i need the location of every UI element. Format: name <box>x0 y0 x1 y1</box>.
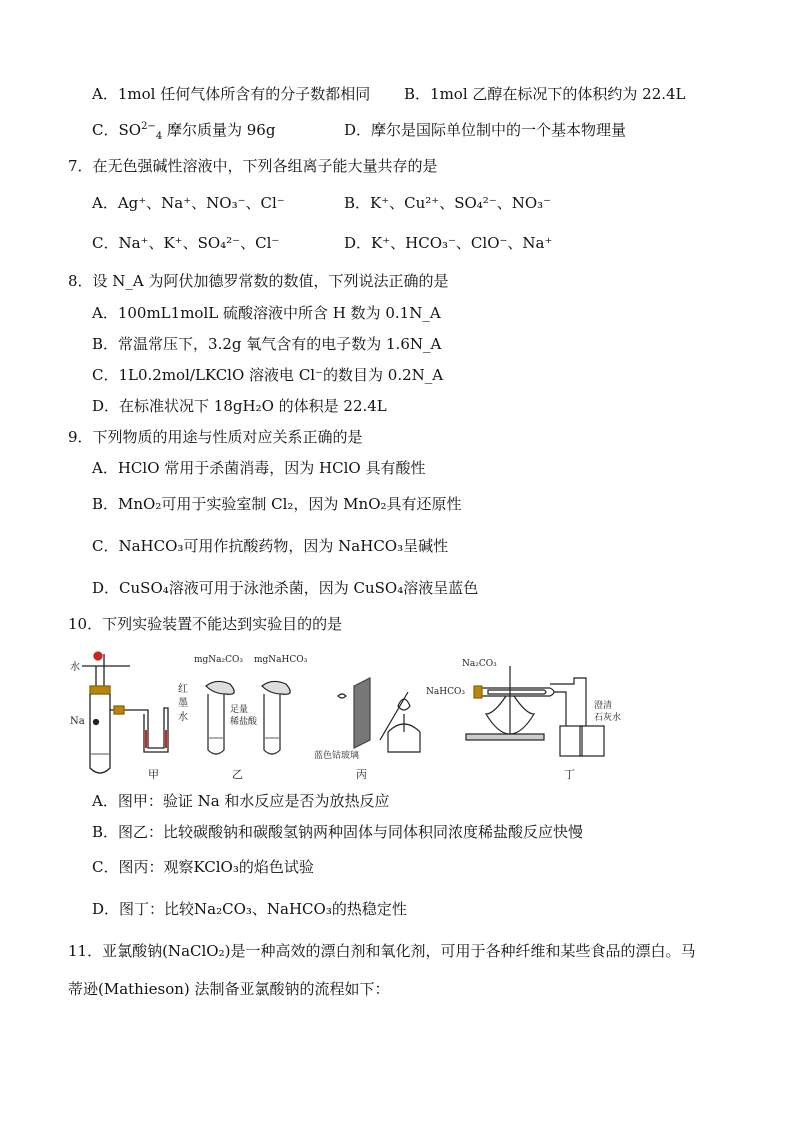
q6-option-c-sub: 4 <box>155 131 163 142</box>
q9-option-a: A．HClO 常用于杀菌消毒，因为 HClO 具有酸性 <box>92 459 426 477</box>
q9-option-c: C．NaHCO₃可用作抗酸药物，因为 NaHCO₃呈碱性 <box>92 537 449 555</box>
q8-option-a: A．100mL1molL 硫酸溶液中所含 H 数为 0.1N_A <box>92 304 441 322</box>
sodium-piece <box>94 720 99 725</box>
q6-option-b: B．1mol 乙醇在标况下的体积约为 22.4L <box>404 85 686 103</box>
q7-option-d: D．K⁺、HCO₃⁻、ClO⁻、Na⁺ <box>344 234 553 252</box>
test-tube <box>90 694 110 773</box>
label-yi: 乙 <box>232 768 243 781</box>
q11-stem-line1: 11．亚氯酸钠(NaClO₂)是一种高效的漂白剂和氧化剂，可用于各种纤维和某些食品的漂白。马 <box>68 942 696 960</box>
q8-stem: 8．设 N_A 为阿伏加德罗常数的数值，下列说法正确的是 <box>68 272 449 290</box>
label-red-ink-1: 红 <box>178 684 188 695</box>
q10-option-c: C．图丙：观察KClO₃的焰色试验 <box>92 858 314 876</box>
figure-ding <box>466 666 604 756</box>
q8-option-d: D．在标准状况下 18gH₂O 的体积是 22.4L <box>92 397 387 415</box>
label-jia: 甲 <box>148 768 159 781</box>
q6-option-a: A．1mol 任何气体所含有的分子数都相同 <box>92 85 371 103</box>
label-water: 水 <box>70 662 80 673</box>
inner-tube <box>488 690 546 694</box>
beaker-left <box>560 726 582 756</box>
balloon-right <box>262 681 290 694</box>
stand-base <box>466 734 544 740</box>
dropper-bulb <box>94 652 102 660</box>
tube-left <box>208 694 224 754</box>
q11-stem-line2: 蒂逊(Mathieson) 法制备亚氯酸钠的流程如下： <box>68 980 390 998</box>
beaker-right <box>580 726 604 756</box>
label-mg-na2co3: mgNa₂CO₃ <box>194 655 244 665</box>
q7-option-c: C．Na⁺、K⁺、SO₄²⁻、Cl⁻ <box>92 234 280 252</box>
label-nahco3: NaHCO₃ <box>426 687 465 697</box>
label-red-ink-3: 水 <box>178 712 188 723</box>
cobalt-glass <box>354 678 370 748</box>
q7-option-b: B．K⁺、Cu²⁺、SO₄²⁻、NO₃⁻ <box>344 194 552 212</box>
q9-stem: 9．下列物质的用途与性质对应关系正确的是 <box>68 428 363 446</box>
q7-stem: 7．在无色强碱性溶液中，下列各组离子能大量共存的是 <box>68 157 438 175</box>
label-ding: 丁 <box>564 768 575 781</box>
label-na2co3: Na₂CO₃ <box>462 659 497 669</box>
q6-option-d: D．摩尔是国际单位制中的一个基本物理量 <box>344 121 627 139</box>
label-limewater-1: 澄清 <box>594 701 613 711</box>
q9-option-d: D．CuSO₄溶液可用于泳池杀菌，因为 CuSO₄溶液呈蓝色 <box>92 579 479 597</box>
label-dilute-hcl: 稀盐酸 <box>230 717 258 727</box>
q10-stem: 10．下列实验装置不能达到实验目的的是 <box>68 615 343 633</box>
q6-option-c <box>92 120 275 140</box>
q10-option-b: B．图乙：比较碳酸钠和碳酸氢钠两种固体与同体积同浓度稀盐酸反应快慢 <box>92 823 584 841</box>
q6-option-c-prefix: C．SO <box>92 121 142 139</box>
figure-bing <box>338 678 420 752</box>
q9-option-b: B．MnO₂可用于实验室制 Cl₂，因为 MnO₂具有还原性 <box>92 495 462 513</box>
q6-option-c-rest: 摩尔质量为 96g <box>166 121 276 139</box>
balloon-left <box>206 681 234 694</box>
q10-option-d: D．图丁：比较Na₂CO₃、NaHCO₃的热稳定性 <box>92 900 407 918</box>
q7-option-a: A．Ag⁺、Na⁺、NO₃⁻、Cl⁻ <box>92 194 285 212</box>
label-excess: 足量 <box>230 705 249 715</box>
figure-jia <box>82 652 168 773</box>
label-bing: 丙 <box>356 768 367 781</box>
label-red-ink-2: 墨 <box>178 698 188 709</box>
label-limewater-2: 石灰水 <box>594 713 622 723</box>
q8-option-b: B．常温常压下，3.2g 氧气含有的电子数为 1.6N_A <box>92 335 442 353</box>
tube-right <box>264 694 280 754</box>
label-cobalt-glass: 蓝色钴玻璃 <box>314 751 360 761</box>
q10-option-a: A．图甲：验证 Na 和水反应是否为放热反应 <box>92 792 390 810</box>
q8-option-c: C．1L0.2mol/LKClO 溶液电 Cl⁻的数目为 0.2N_A <box>92 366 444 384</box>
stopper <box>90 686 110 694</box>
q6-option-c-sup: 2− <box>141 121 156 132</box>
eye-icon <box>338 694 346 698</box>
flame <box>398 699 410 710</box>
outer-tube <box>480 688 554 696</box>
label-mg-nahco3: mgNaHCO₃ <box>254 655 308 665</box>
label-na: Na <box>70 716 85 727</box>
q10-apparatus-figure <box>66 644 626 784</box>
